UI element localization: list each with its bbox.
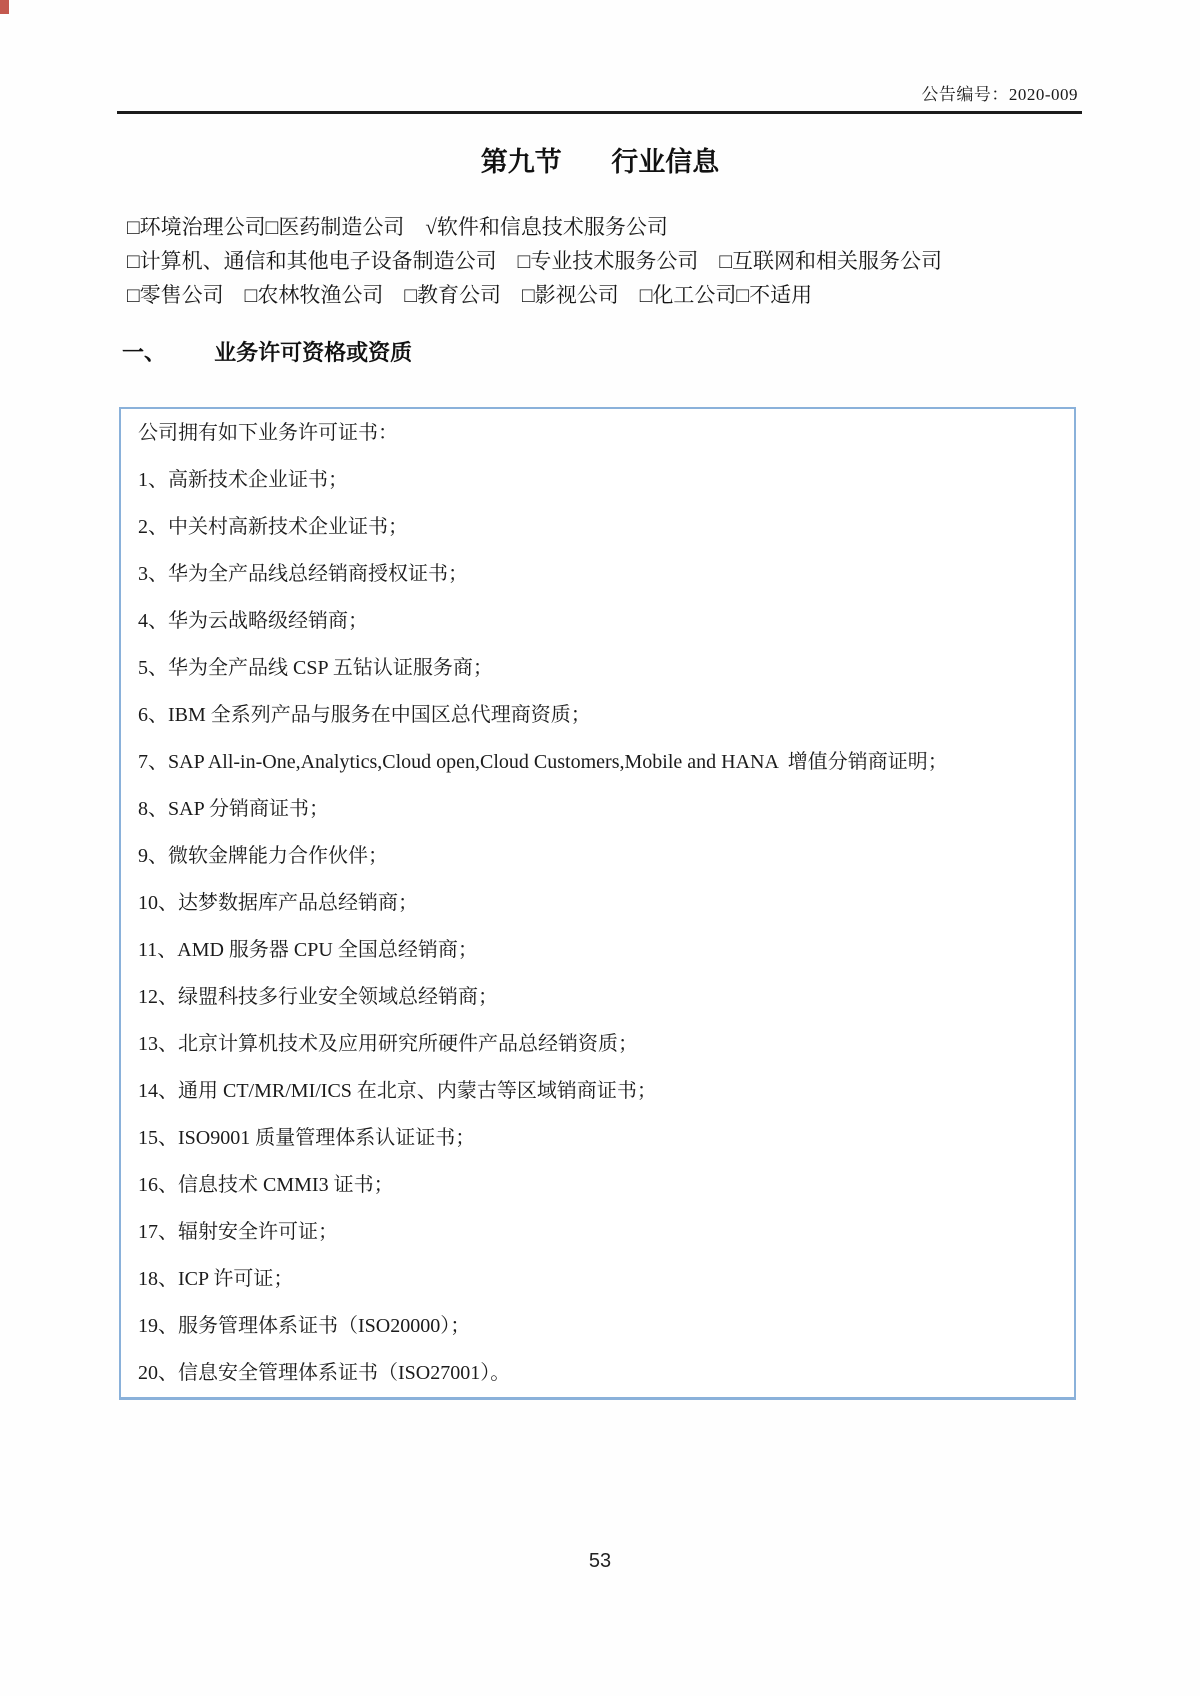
scan-corner-artifact [0,0,9,14]
license-item: 19、服务管理体系证书（ISO20000）； [138,1315,471,1337]
announcement-number: 公告编号：2020-009 [921,85,1078,104]
page-title [0,140,1200,179]
license-list [138,457,1057,1397]
license-item: 6、IBM 全系列产品与服务在中国区总代理商资质； [138,704,591,726]
license-item: 13、北京计算机技术及应用研究所硬件产品总经销资质； [138,1033,638,1055]
license-box-intro: 公司拥有如下业务许可证书： [138,422,398,444]
license-item: 5、华为全产品线 CSP 五钻认证服务商； [138,657,493,679]
section-number: 一、 [122,340,167,365]
company-type-line: □计算机、通信和其他电子设备制造公司 □专业技术服务公司 □互联网和相关服务公司 [127,249,943,273]
license-item: 8、SAP 分销商证书； [138,798,329,820]
section-title: 业务许可资格或资质 [214,340,413,365]
section-heading [122,336,412,367]
company-type-line: □零售公司 □农林牧渔公司 □教育公司 □影视公司 □化工公司□不适用 [127,283,813,307]
license-item: 15、ISO9001 质量管理体系认证证书； [138,1127,476,1149]
license-item: 7、SAP All-in-One,Analytics,Cloud open,Cloud Customers,Mobile and HANA 增值分销商证明； [138,751,948,773]
page-number: 53 [588,1550,612,1572]
license-item: 18、ICP 许可证； [138,1268,294,1290]
license-item: 17、辐射安全许可证； [138,1221,338,1243]
license-item: 1、高新技术企业证书； [138,469,348,491]
license-list-box [119,407,1076,1400]
page-title-section-no: 第九节 [480,147,562,177]
license-item: 9、微软金牌能力合作伙伴； [138,845,388,867]
license-item: 2、中关村高新技术企业证书； [138,516,408,538]
license-item: 16、信息技术 CMMI3 证书； [138,1174,394,1196]
license-item: 4、华为云战略级经销商； [138,610,368,632]
header-divider-line [117,111,1082,114]
company-type-line: □环境治理公司□医药制造公司 √软件和信息技术服务公司 [127,215,668,239]
license-item: 3、华为全产品线总经销商授权证书； [138,563,468,585]
license-item: 10、达梦数据库产品总经销商； [138,892,418,914]
license-item: 11、AMD 服务器 CPU 全国总经销商； [138,939,478,961]
license-item: 14、通用 CT/MR/MI/ICS 在北京、内蒙古等区域销商证书； [138,1080,657,1102]
company-type-checkbox-block [127,210,1087,312]
license-item: 12、绿盟科技多行业安全领域总经销商； [138,986,498,1008]
license-item: 20、信息安全管理体系证书（ISO27001）。 [138,1362,511,1384]
page-title-text: 行业信息 [611,147,720,177]
